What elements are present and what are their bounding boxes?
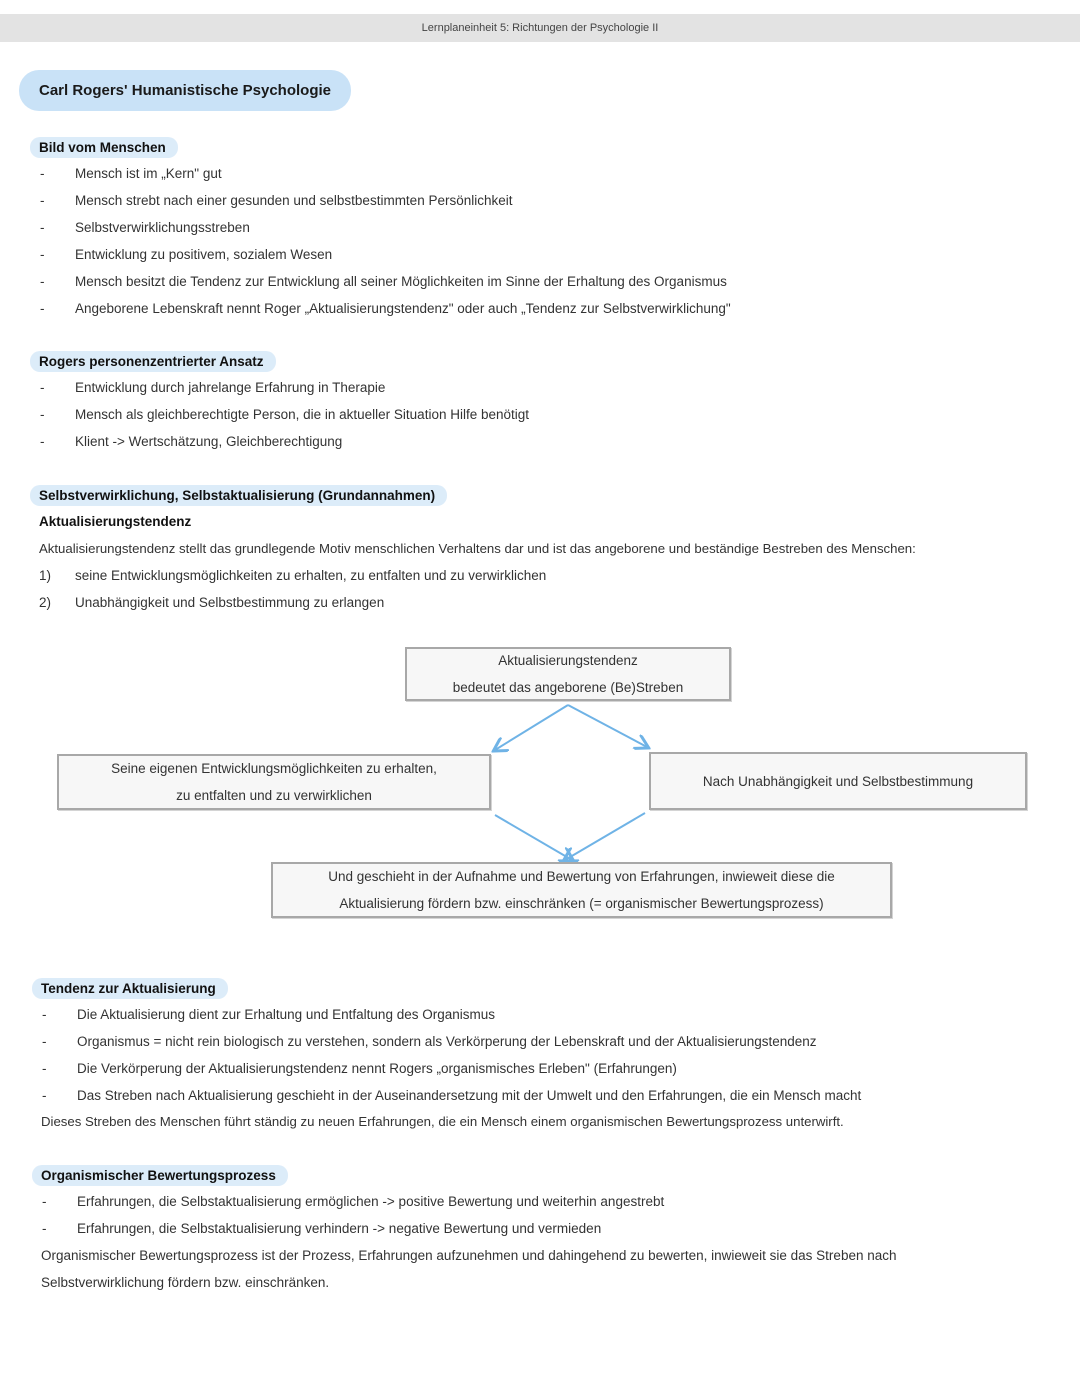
numbered-marker: 1) <box>39 568 52 583</box>
list-item: Entwicklung zu positivem, sozialem Wesen <box>75 247 333 262</box>
diagram-box-right-text: Nach Unabhängigkeit und Selbstbestimmung <box>702 773 974 789</box>
diagram-box-left-line1: Seine eigenen Entwicklungsmöglichkeiten zu erhalten, <box>111 761 437 776</box>
list-item: Die Verkörperung der Aktualisierungstendenz nennt Rogers „organismisches Erleben" (Erfahrungen) <box>77 1061 677 1076</box>
bullet-marker: - <box>40 166 45 181</box>
list-item: Mensch als gleichberechtigte Person, die in aktueller Situation Hilfe benötigt <box>75 407 530 422</box>
section-heading-tendenz-zur-aktualisierung: Tendenz zur Aktualisierung <box>32 978 228 999</box>
bullet-marker: - <box>42 1007 47 1022</box>
section5-paragraph-line1: Organismischer Bewertungsprozess ist der Prozess, Erfahrungen aufzunehmen und dahingehend zu bewerten, inwieweit sie das Streben nach <box>41 1248 897 1263</box>
bullet-marker: - <box>40 220 45 235</box>
bullet-marker: - <box>42 1221 47 1236</box>
diagram-box-top-line2: bedeutet das angeborene (Be)Streben <box>452 680 684 695</box>
list-item: Erfahrungen, die Selbstaktualisierung verhindern -> negative Bewertung und vermieden <box>77 1221 602 1236</box>
intro-paragraph: Aktualisierungstendenz stellt das grundlegende Motiv menschlichen Verhaltens dar und ist das angeborene und beständige Bestreben des Menschen: <box>39 541 916 556</box>
section-heading-selbstverwirklichung: Selbstverwirklichung, Selbstaktualisierung (Grundannahmen) <box>30 485 447 506</box>
bullet-marker: - <box>42 1061 47 1076</box>
list-item: Organismus = nicht rein biologisch zu verstehen, sondern als Verkörperung der Lebenskraft und der Aktualisierungstendenz <box>77 1034 817 1049</box>
list-item: Entwicklung durch jahrelange Erfahrung in Therapie <box>75 380 386 395</box>
section-heading-bild-vom-menschen: Bild vom Menschen <box>30 137 178 158</box>
diagram-box-left-line2: zu entfalten und zu verwirklichen <box>176 788 372 803</box>
bullet-marker: - <box>40 380 45 395</box>
bullet-marker: - <box>40 193 45 208</box>
list-item: Angeborene Lebenskraft nennt Roger „Aktualisierungstendenz" oder auch „Tendenz zur Selbstverwirklichung" <box>75 301 731 316</box>
diagram-box-bottom <box>271 862 892 918</box>
numbered-marker: 2) <box>39 595 52 610</box>
section5-paragraph-line2: Selbstverwirklichung fördern bzw. einschränken. <box>41 1275 330 1290</box>
section4-paragraph: Dieses Streben des Menschen führt ständig zu neuen Erfahrungen, die ein Mensch einem organismischen Bewertungsprozess unterwirft. <box>41 1114 844 1129</box>
list-item: Die Aktualisierung dient zur Erhaltung und Entfaltung des Organismus <box>77 1007 495 1022</box>
list-item: Mensch besitzt die Tendenz zur Entwicklung all seiner Möglichkeiten im Sinne der Erhaltung des Organismus <box>75 274 727 289</box>
diagram-box-top <box>405 647 731 701</box>
page-title: Carl Rogers' Humanistische Psychologie <box>19 70 351 111</box>
section-heading-organismischer-bewertungsprozess: Organismischer Bewertungsprozess <box>32 1165 288 1186</box>
bullet-marker: - <box>42 1088 47 1103</box>
list-item: Mensch ist im „Kern" gut <box>75 166 222 181</box>
diagram-box-right <box>649 752 1027 810</box>
diagram-box-top-line1: Aktualisierungstendenz <box>498 653 638 668</box>
list-item: Klient -> Wertschätzung, Gleichberechtigung <box>75 434 343 449</box>
numbered-item: Unabhängigkeit und Selbstbestimmung zu erlangen <box>75 595 385 610</box>
bullet-marker: - <box>40 247 45 262</box>
list-item: Das Streben nach Aktualisierung geschieht in der Auseinandersetzung mit der Umwelt und den Erfahrungen, die ein Mensch macht <box>77 1088 862 1103</box>
bullet-marker: - <box>42 1194 47 1209</box>
page-header: Lernplaneinheit 5: Richtungen der Psychologie II <box>0 14 1080 42</box>
bullet-marker: - <box>40 301 45 316</box>
diagram-box-left <box>57 754 491 810</box>
arrow-top-to-right <box>568 705 647 747</box>
diagram-box-bottom-line2: Aktualisierung fördern bzw. einschränken (= organismischer Bewertungsprozess) <box>339 896 824 911</box>
subheading-aktualisierungstendenz: Aktualisierungstendenz <box>39 514 192 529</box>
list-item: Erfahrungen, die Selbstaktualisierung ermöglichen -> positive Bewertung und weiterhin angestrebt <box>77 1194 665 1209</box>
bullet-marker: - <box>40 274 45 289</box>
list-item: Mensch strebt nach einer gesunden und selbstbestimmten Persönlichkeit <box>75 193 513 208</box>
diagram-box-bottom-line1: Und geschieht in der Aufnahme und Bewertung von Erfahrungen, inwieweit diese die <box>328 869 835 884</box>
list-item: Selbstverwirklichungsstreben <box>75 220 250 235</box>
numbered-item: seine Entwicklungsmöglichkeiten zu erhalten, zu entfalten und zu verwirklichen <box>75 568 547 583</box>
arrow-left-to-bottom <box>495 815 572 860</box>
bullet-marker: - <box>40 434 45 449</box>
arrow-top-to-left <box>495 705 568 750</box>
arrow-right-to-bottom <box>565 813 645 860</box>
bullet-marker: - <box>42 1034 47 1049</box>
bullet-marker: - <box>40 407 45 422</box>
section-heading-personenzentrierter-ansatz: Rogers personenzentrierter Ansatz <box>30 351 276 372</box>
